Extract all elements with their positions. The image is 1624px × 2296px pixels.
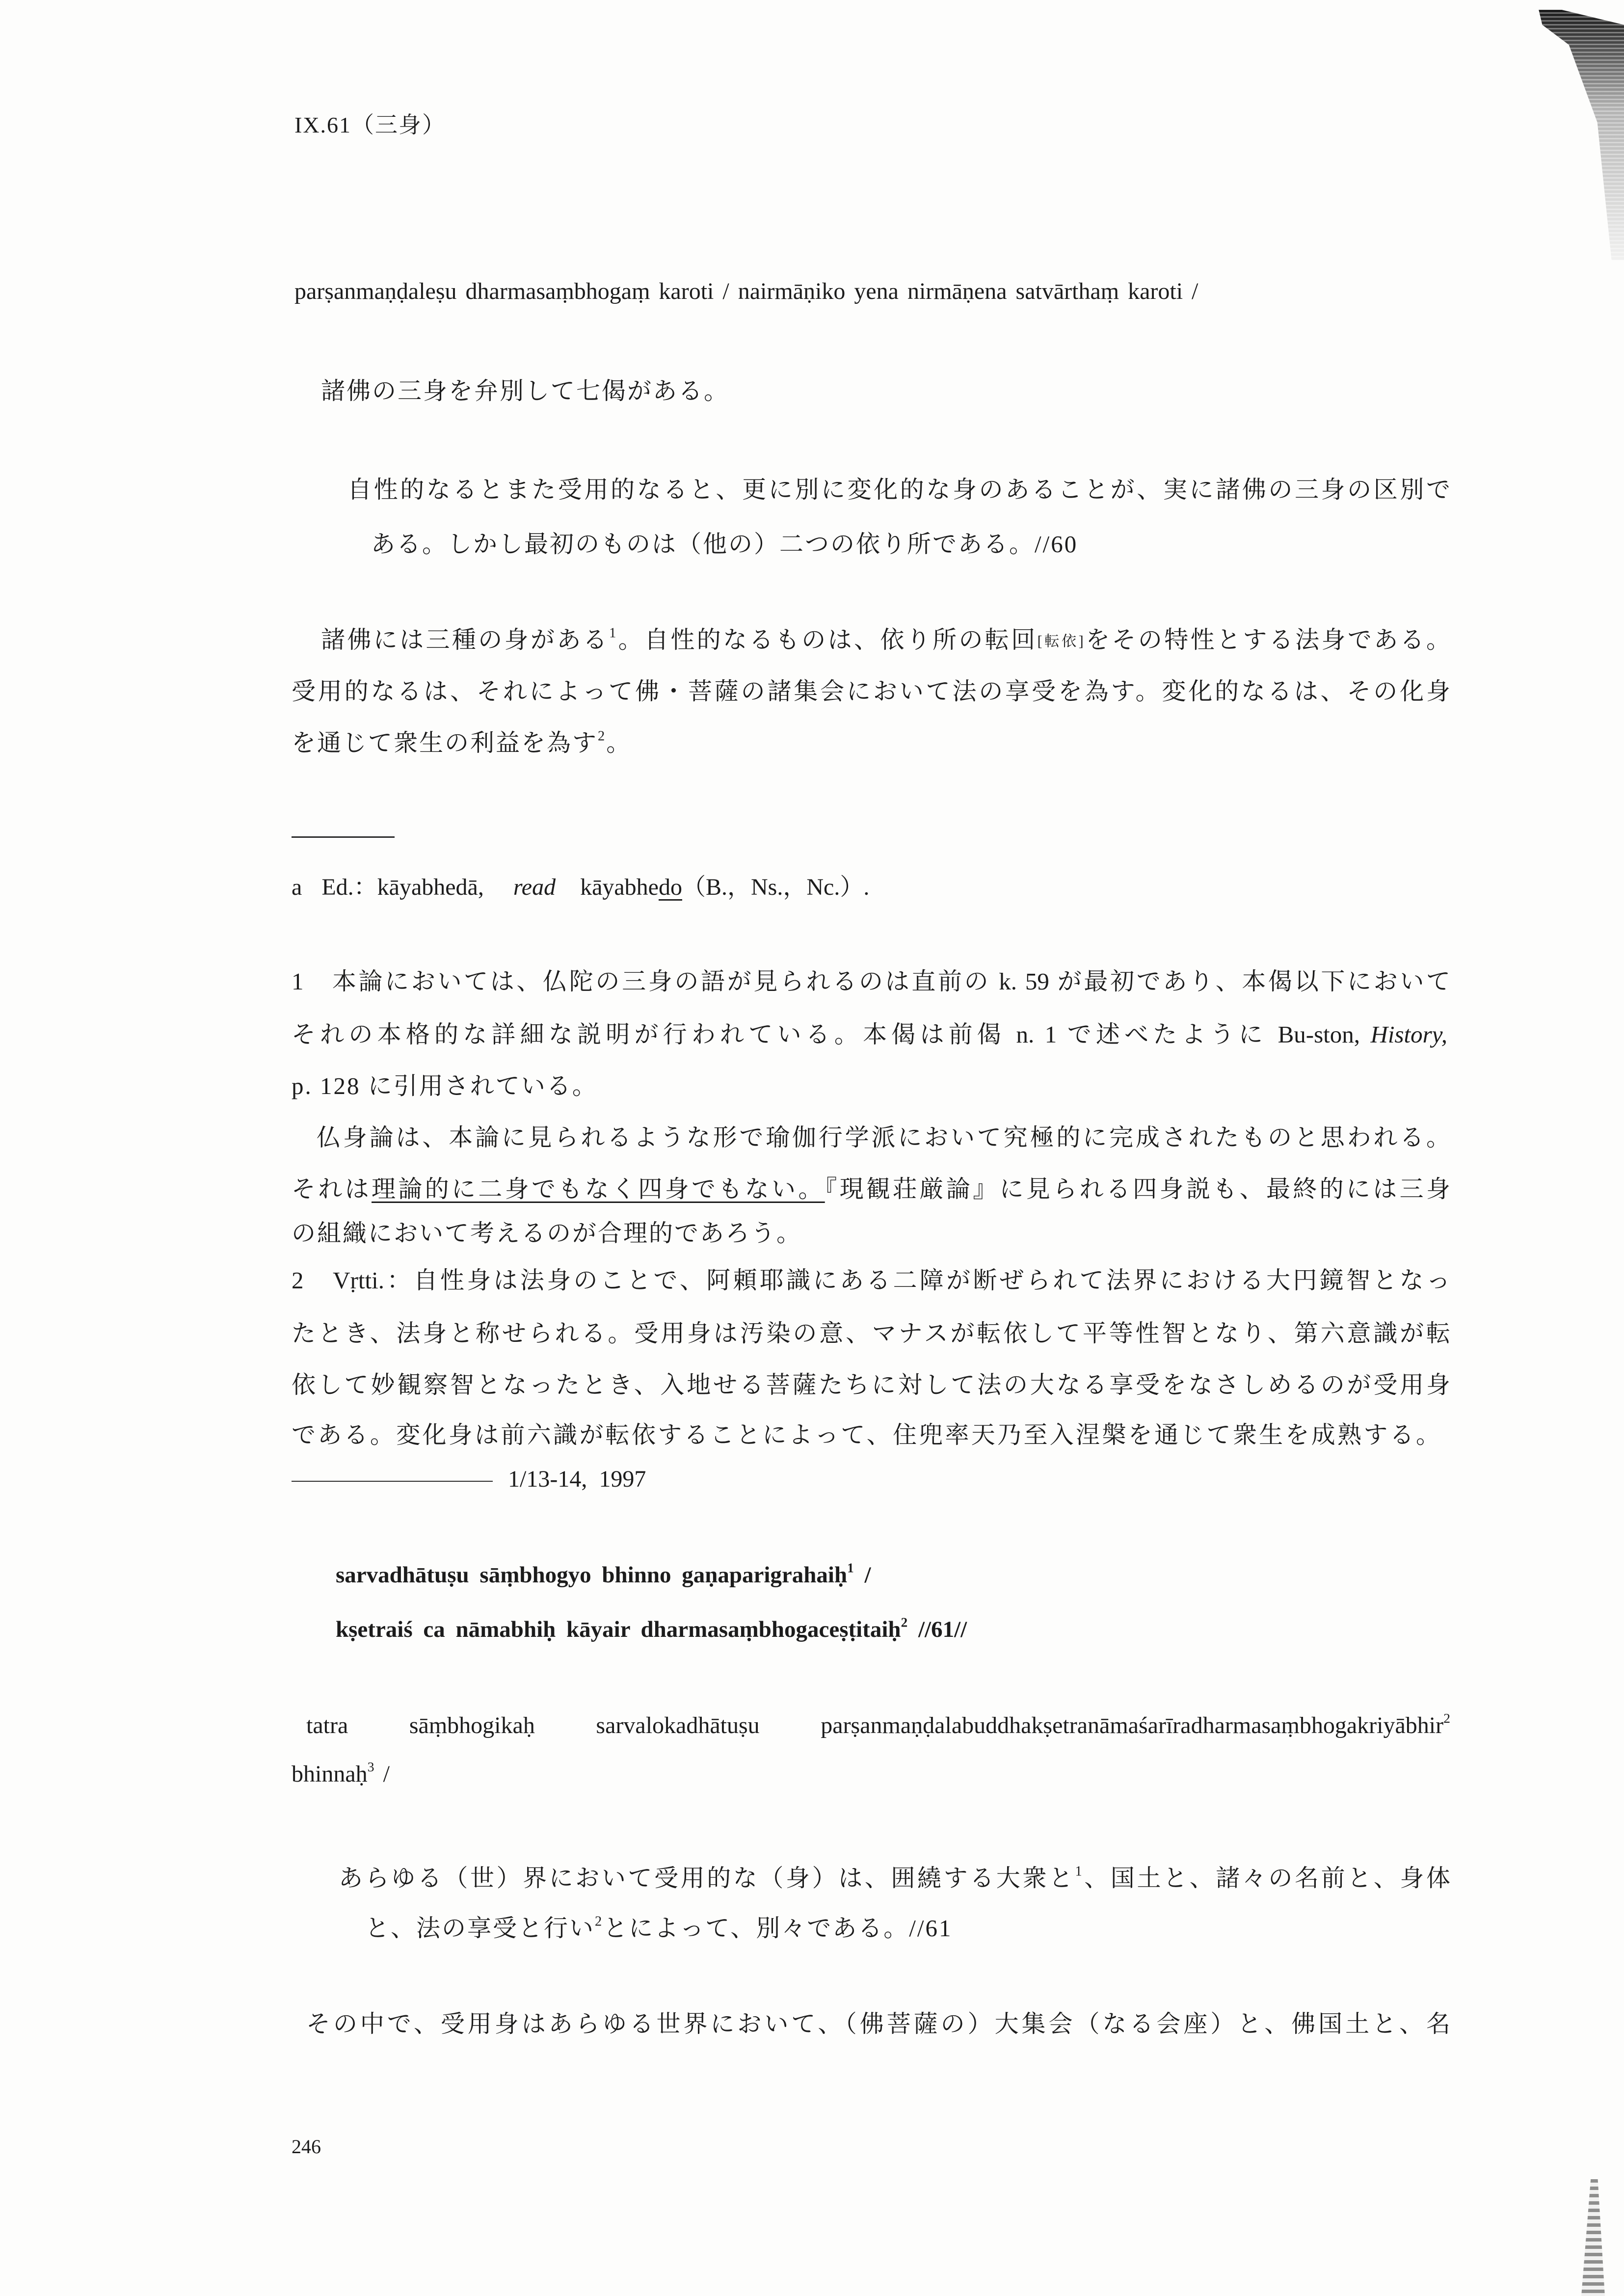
footnote-2-line-2: たとき、法身と称せられる。受用身は汚染の意、マナスが転依して平等性智となり、第六意識が転 <box>292 1320 1450 1347</box>
verse-60-translation-line-2: ある。しかし最初のものは（他の）二つの依り所である。//60 <box>371 531 1078 558</box>
commentary-60-text: をその特性とする法身である。 <box>1083 626 1450 653</box>
verse-60-translation-line-1: 自性的なるとまた受用的なると、更に別に変化的な身のあることが、実に諸佛の三身の区別で <box>347 476 1450 503</box>
manuscript-witnesses: （B.，Ns.，Nc.）. <box>682 874 870 900</box>
footnote-ref: 2 <box>598 728 607 744</box>
footnote-1-text: それの本格的な詳細な説明が行われている。本偈は前偈 n. 1 で述べたように Bu-ston, <box>292 1021 1371 1048</box>
commentary-60-text: 。 <box>606 729 632 756</box>
commentary-60-line-1 <box>321 626 1450 655</box>
verse-61-translation-line-2 <box>365 1914 952 1943</box>
footnote-1-text: それは <box>292 1175 372 1202</box>
edition-siglum: Ed.： <box>321 874 377 900</box>
footnote-separator <box>292 836 395 838</box>
footnote-ref: 2 <box>901 1615 908 1630</box>
read-word: read <box>513 874 556 900</box>
footnote-2-line-3: 依して妙観察智となったとき、入地せる菩薩たちに対して法の大なる享受をなさしめるのが受用身 <box>292 1371 1450 1398</box>
intro-translation: 諸佛の三身を弁別して七偈がある。 <box>321 377 730 404</box>
verse-translation-text: 、国土と、諸々の名前と、身体 <box>1082 1865 1450 1892</box>
commentary-sanskrit-text: tatra sāṃbhogikaḥ sarvalokadhātuṣu parṣanmaṇḍalabuddhakṣetranāmaśarīradharmasaṃbhogakriyābhir <box>306 1712 1444 1738</box>
commentary-60-text: 。自性的なるものは、依り所の転回 <box>616 626 1038 653</box>
verse-translation-text: と、法の享受と行い <box>365 1915 595 1942</box>
sanskrit-commentary-60-line: parṣanmaṇḍaleṣu dharmasaṃbhogaṃ karoti / nairmāṇiko yena nirmāṇena satvārthaṃ karoti / <box>294 278 1198 304</box>
footnote-1-line-4: 仏身論は、本論に見られるような形で瑜伽行学派において究極的に完成されたものと思われる。 <box>317 1124 1450 1151</box>
verse-text: sarvadhātuṣu sāṃbhogyo bhinno gaṇaparigrahaiḥ <box>336 1562 848 1588</box>
bracketed-gloss: [転依] <box>1037 633 1084 650</box>
verse-danda: / <box>853 1562 871 1588</box>
footnote-2-line-4: である。変化身は前六識が転依することによって、住兜率天乃至入涅槃を通じて衆生を成熟する。 <box>292 1421 1440 1448</box>
verse-translation-text: とによって、別々である。//61 <box>603 1915 953 1942</box>
running-head: IX.61（三身） <box>294 112 446 137</box>
footnote-1-line-5 <box>292 1175 1450 1204</box>
footnote-1-line-3: p. 128 に引用されている。 <box>292 1072 598 1099</box>
cited-title: History, <box>1370 1021 1447 1048</box>
commentary-61-sanskrit-line-1 <box>306 1711 1450 1740</box>
verse-translation-text: あらゆる（世）界において受用的な（身）は、囲繞する大衆と <box>339 1865 1075 1892</box>
footnote-ref: 1 <box>609 625 616 641</box>
commentary-sanskrit-text: bhinnaḥ <box>292 1761 368 1787</box>
footnote-ref: 2 <box>1443 1711 1450 1727</box>
verse-61-sanskrit-pada-ab <box>336 1561 871 1589</box>
scan-edge-shadow-top <box>1535 10 1624 260</box>
footnote-2-line-1: 2 Vṛtti.：自性身は法身のことで、阿頼耶識にある二障が断ぜられて法界における大円鏡智となっ <box>292 1267 1450 1294</box>
underlined-passage: 理論的に二身でもなく四身でもない。 <box>372 1175 825 1202</box>
commentary-60-text: を通じて衆生の利益を為す <box>292 729 598 756</box>
commentary-60-text: 諸佛には三種の身がある <box>321 626 610 653</box>
footnote-1-text: 『現観荘厳論』に見られる四身説も、最終的には三身 <box>825 1175 1450 1202</box>
footnote-1-line-6: の組織において考えるのが合理的であろう。 <box>292 1220 802 1247</box>
corrected-reading-underlined: do <box>658 874 682 900</box>
corrected-reading-stem: kāyabhe <box>580 874 659 900</box>
footnote-1-line-1: 1 本論においては、仏陀の三身の語が見られるのは直前の k. 59 が最初であり、本偈以下において <box>292 968 1450 995</box>
verse-number: //61// <box>907 1617 967 1642</box>
edition-reading: kāyabhedā, <box>377 874 484 900</box>
footnote-ref: 1 <box>847 1560 854 1575</box>
verse-61-translation-line-1 <box>339 1864 1450 1893</box>
commentary-61-translation-line-1: その中で、受用身はあらゆる世界において、（佛菩薩の）大集会（なる会座）と、佛国土と、名 <box>306 2010 1450 2037</box>
verse-text: kṣetraiś ca nāmabhiḥ kāyair dharmasaṃbhogaceṣṭitaiḥ <box>336 1617 901 1642</box>
footnote-ref: 3 <box>367 1760 374 1775</box>
footnote-ref: 1 <box>1075 1864 1082 1879</box>
commentary-61-sanskrit-line-2 <box>292 1760 390 1789</box>
session-date: 1/13-14, 1997 <box>508 1466 646 1492</box>
textual-note-a <box>292 873 869 902</box>
verse-61-sanskrit-pada-cd <box>336 1616 967 1643</box>
page-number: 246 <box>292 2136 321 2158</box>
danda: / <box>374 1761 390 1787</box>
commentary-60-line-2: 受用的なるは、それによって佛・菩薩の諸集会において法の享受を為す。変化的なるは、その化身 <box>292 678 1450 705</box>
footnote-1-line-2 <box>292 1020 1447 1049</box>
commentary-60-line-3 <box>292 729 632 758</box>
footnote-ref: 2 <box>595 1914 604 1929</box>
note-label: a <box>292 874 302 900</box>
scan-edge-shadow-bottom <box>1581 2179 1605 2296</box>
date-leader-rule <box>292 1481 493 1482</box>
